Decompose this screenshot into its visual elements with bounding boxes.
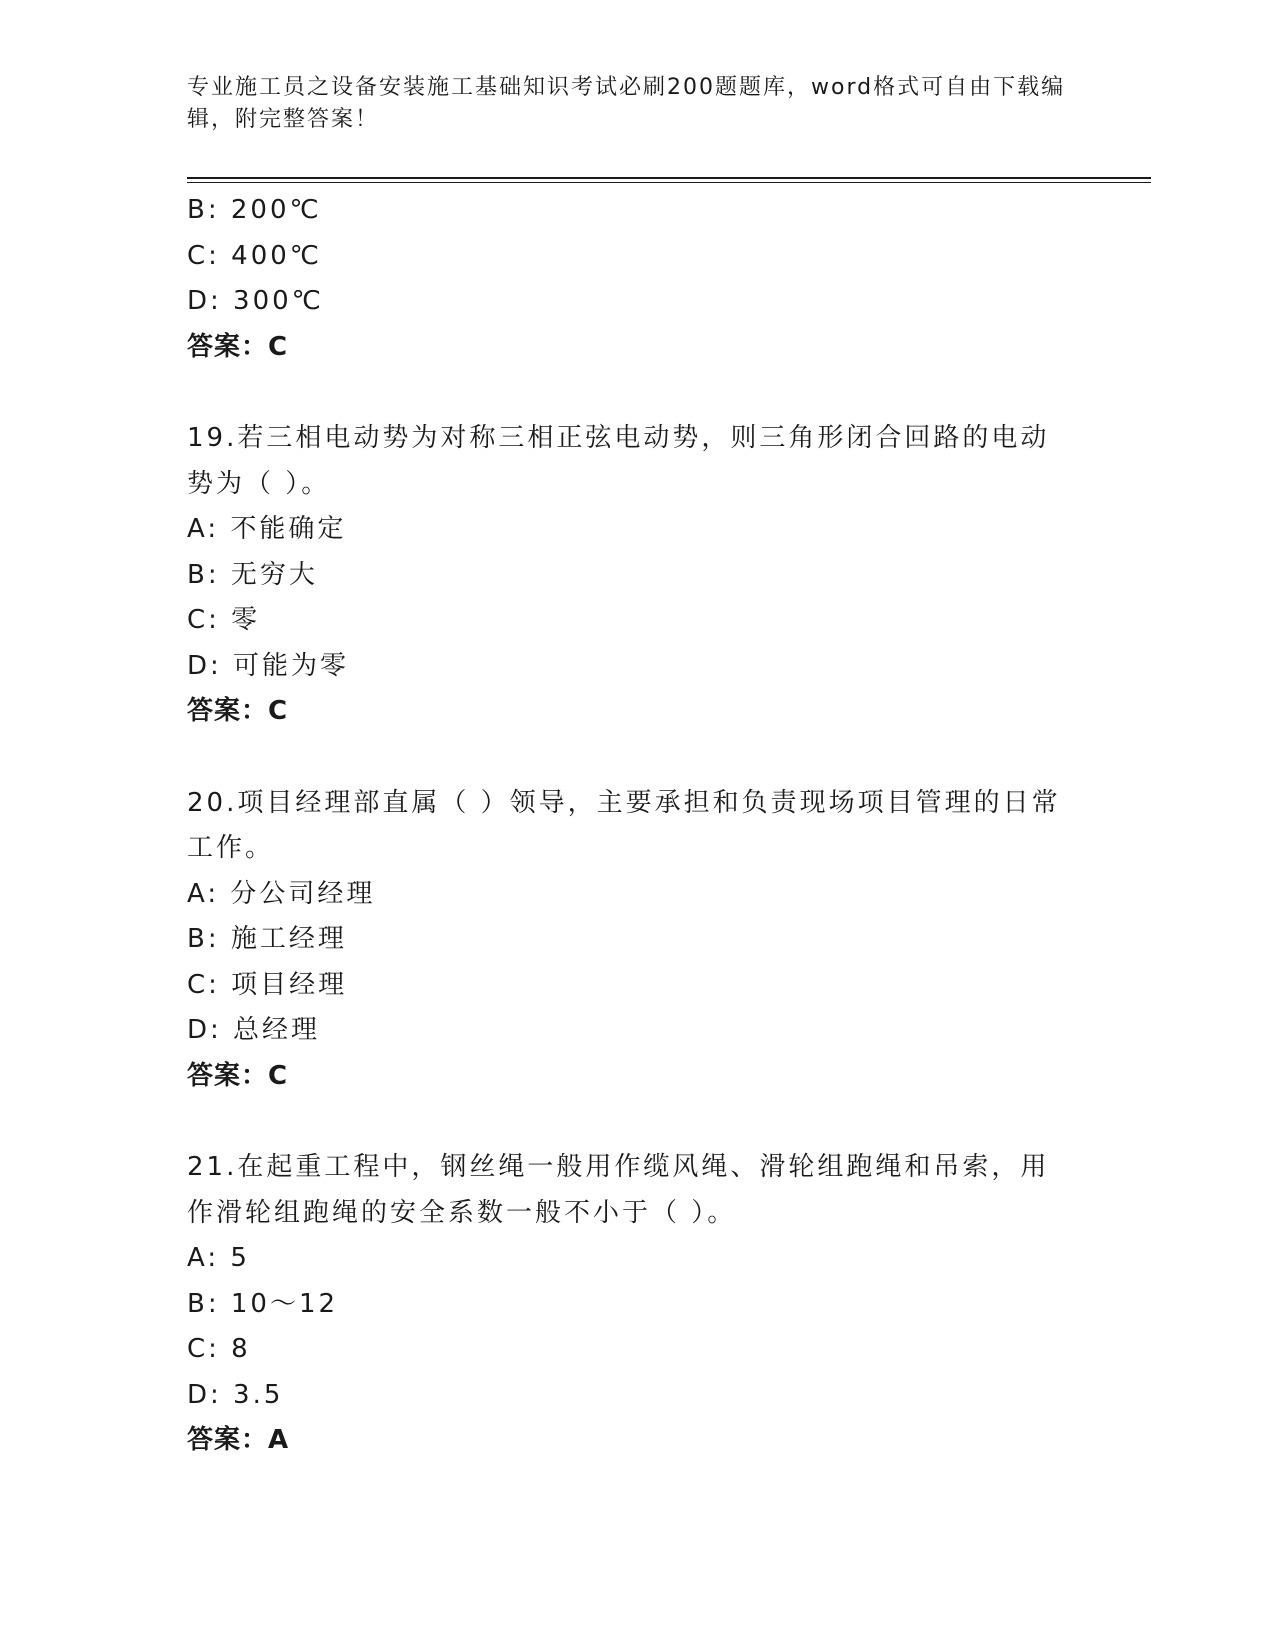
option-b: B: 200℃	[187, 195, 322, 225]
option-d: D: 可能为零	[187, 650, 350, 681]
option-a: A: 5	[187, 1243, 250, 1273]
question-21	[187, 1145, 1087, 1464]
spacer	[187, 735, 1087, 781]
answer: 答案：C	[187, 331, 289, 362]
option-c: C: 零	[187, 605, 261, 635]
option-b: B: 施工经理	[187, 924, 347, 954]
option-b: B: 无穷大	[187, 559, 318, 590]
question-20	[187, 781, 1087, 1100]
answer: 答案：C	[187, 696, 289, 726]
question-19	[187, 416, 1087, 735]
answer: 答案：C	[187, 1060, 289, 1091]
option-a: A: 分公司经理	[187, 878, 376, 909]
question-text: 21.在起重工程中，钢丝绳一般用作缆风绳、滑轮组跑绳和吊索，用作滑轮组跑绳的安全系数一般不小于（ ）。	[187, 1152, 1050, 1228]
question-text: 19.若三相电动势为对称三相正弦电动势，则三角形闭合回路的电动势为（ ）。	[187, 423, 1050, 499]
option-a: A: 不能确定	[187, 514, 347, 544]
header-title: 专业施工员之设备安装施工基础知识考试必刷200题题库，word格式可自由下载编辑，附完整答案！	[187, 75, 1066, 132]
option-d: D: 总经理	[187, 1015, 321, 1045]
question-continued	[187, 188, 1087, 370]
option-c: C: 项目经理	[187, 969, 348, 1000]
spacer	[187, 370, 1087, 416]
page-header	[187, 72, 1077, 136]
option-c: C: 400℃	[187, 240, 323, 271]
header-divider-thin	[187, 182, 1151, 183]
question-list	[187, 188, 1087, 1464]
spacer	[187, 1099, 1087, 1145]
option-d: D: 3.5	[187, 1379, 284, 1410]
answer: 答案：A	[187, 1425, 290, 1455]
question-text: 20.项目经理部直属（ ）领导，主要承担和负责现场项目管理的日常工作。	[187, 787, 1061, 863]
header-divider-thick	[187, 177, 1151, 179]
option-d: D: 300℃	[187, 286, 324, 316]
option-c: C: 8	[187, 1334, 251, 1364]
option-b: B: 10～12	[187, 1288, 339, 1319]
